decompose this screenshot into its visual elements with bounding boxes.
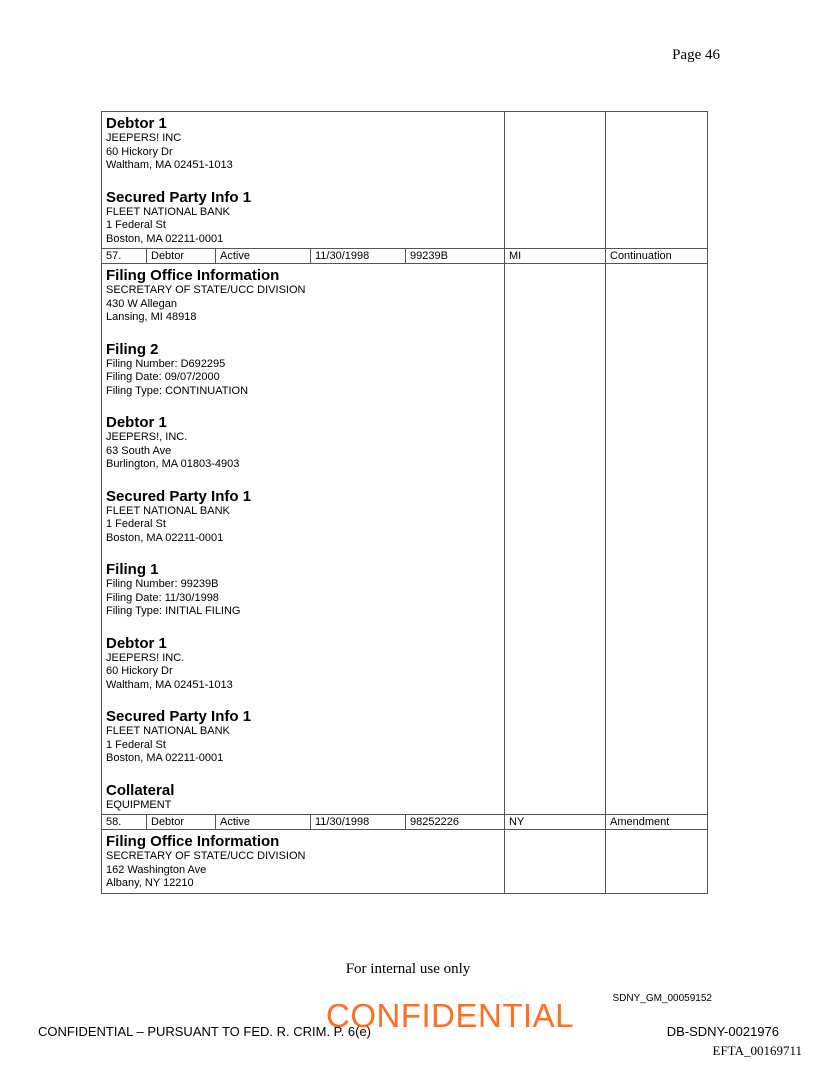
section-line: 1 Federal St [106, 518, 166, 530]
section-line: Burlington, MA 01803-4903 [106, 458, 240, 470]
section-line: 60 Hickory Dr [106, 145, 173, 158]
filing-date-cell: 11/30/1998 [311, 249, 406, 264]
confidential-notice: CONFIDENTIAL – PURSUANT TO FED. R. CRIM. P. 6(e) [38, 1024, 372, 1039]
section-title: Filing 1 [106, 561, 159, 578]
detail-section [106, 636, 500, 693]
section-title: Collateral [106, 781, 175, 799]
detail-section [106, 415, 500, 472]
detail-section [106, 489, 500, 546]
empty-cell [606, 264, 708, 815]
empty-cell [606, 830, 708, 894]
section-line: SECRETARY OF STATE/UCC DIVISION [106, 850, 306, 862]
filing-detail-row [102, 264, 708, 815]
filing-date-cell: 11/30/1998 [311, 815, 406, 830]
section-line: Filing Date: 09/07/2000 [106, 371, 220, 383]
section-line: 63 South Ave [106, 444, 172, 457]
filing-detail-cell [102, 112, 505, 249]
party-role-cell: Debtor [147, 815, 216, 830]
record-number-cell: 58. [102, 815, 147, 830]
section-title: Filing Office Information [106, 267, 280, 284]
section-line: Waltham, MA 02451-1013 [106, 678, 233, 691]
empty-cell [606, 112, 708, 249]
section-line: Boston, MA 02211-0001 [106, 531, 224, 544]
state-cell: NY [505, 815, 606, 830]
section-line: Filing Date: 11/30/1998 [106, 591, 219, 604]
section-line: Filing Number: 99239B [106, 578, 219, 590]
section-line: FLEET NATIONAL BANK [106, 504, 230, 517]
section-title: Debtor 1 [106, 414, 167, 431]
efta-id: EFTA_00169711 [712, 1043, 802, 1058]
filing-summary-row [102, 815, 708, 830]
bates-number: SDNY_GM_00059152 [612, 993, 712, 1004]
detail-section [106, 268, 500, 325]
document-id: DB-SDNY-0021976 [666, 1024, 779, 1039]
section-line: Filing Number: D692295 [106, 357, 226, 370]
section-line: Lansing, MI 48918 [106, 311, 197, 323]
section-title: Secured Party Info 1 [106, 188, 252, 206]
section-line: 1 Federal St [106, 738, 166, 751]
detail-section [106, 834, 500, 891]
status-cell: Active [216, 249, 311, 264]
internal-use-note: For internal use only [345, 961, 471, 977]
detail-section [106, 116, 500, 173]
filing-type-cell: Amendment [606, 815, 708, 830]
detail-section [106, 342, 500, 399]
empty-cell [505, 264, 606, 815]
section-title: Debtor 1 [106, 115, 167, 132]
empty-cell [505, 830, 606, 894]
filing-number-cell: 99239B [406, 249, 505, 264]
section-line: FLEET NATIONAL BANK [106, 205, 230, 218]
party-role-cell: Debtor [147, 249, 216, 264]
section-line: Boston, MA 02211-0001 [106, 232, 224, 245]
section-title: Filing 2 [106, 340, 159, 358]
detail-section [106, 190, 500, 247]
filing-detail-row [102, 112, 708, 249]
section-title: Secured Party Info 1 [106, 487, 252, 505]
detail-section [106, 783, 500, 813]
status-cell: Active [216, 815, 311, 830]
section-title: Secured Party Info 1 [106, 708, 252, 725]
filing-detail-row [102, 830, 708, 894]
confidential-stamp: CONFIDENTIAL [326, 997, 575, 1034]
section-line: 430 W Allegan [106, 297, 177, 310]
section-line: Filing Type: INITIAL FILING [106, 605, 241, 617]
detail-section [106, 709, 500, 766]
section-line: Boston, MA 02211-0001 [106, 752, 224, 764]
section-title: Debtor 1 [106, 634, 167, 652]
section-line: FLEET NATIONAL BANK [106, 725, 230, 737]
section-line: Waltham, MA 02451-1013 [106, 159, 233, 171]
page-number: Page 46 [672, 47, 720, 63]
filing-detail-cell [102, 830, 505, 894]
filing-number-cell: 98252226 [406, 815, 505, 830]
section-line: JEEPERS! INC [106, 132, 182, 144]
section-line: Albany, NY 12210 [106, 877, 194, 889]
filing-type-cell: Continuation [606, 249, 708, 264]
section-line: 60 Hickory Dr [106, 665, 173, 677]
section-line: JEEPERS!, INC. [106, 431, 188, 443]
section-line: JEEPERS! INC. [106, 651, 185, 664]
section-line: EQUIPMENT [106, 798, 172, 811]
section-line: Filing Type: CONTINUATION [106, 384, 249, 397]
empty-cell [505, 112, 606, 249]
section-line: 162 Washington Ave [106, 863, 207, 876]
ucc-filings-table [101, 111, 708, 894]
state-cell: MI [505, 249, 606, 264]
section-line: SECRETARY OF STATE/UCC DIVISION [106, 284, 306, 296]
detail-section [106, 562, 500, 619]
section-title: Filing Office Information [106, 833, 280, 850]
record-number-cell: 57. [102, 249, 147, 264]
filing-summary-row [102, 249, 708, 264]
section-line: 1 Federal St [106, 219, 166, 231]
filing-detail-cell [102, 264, 505, 815]
